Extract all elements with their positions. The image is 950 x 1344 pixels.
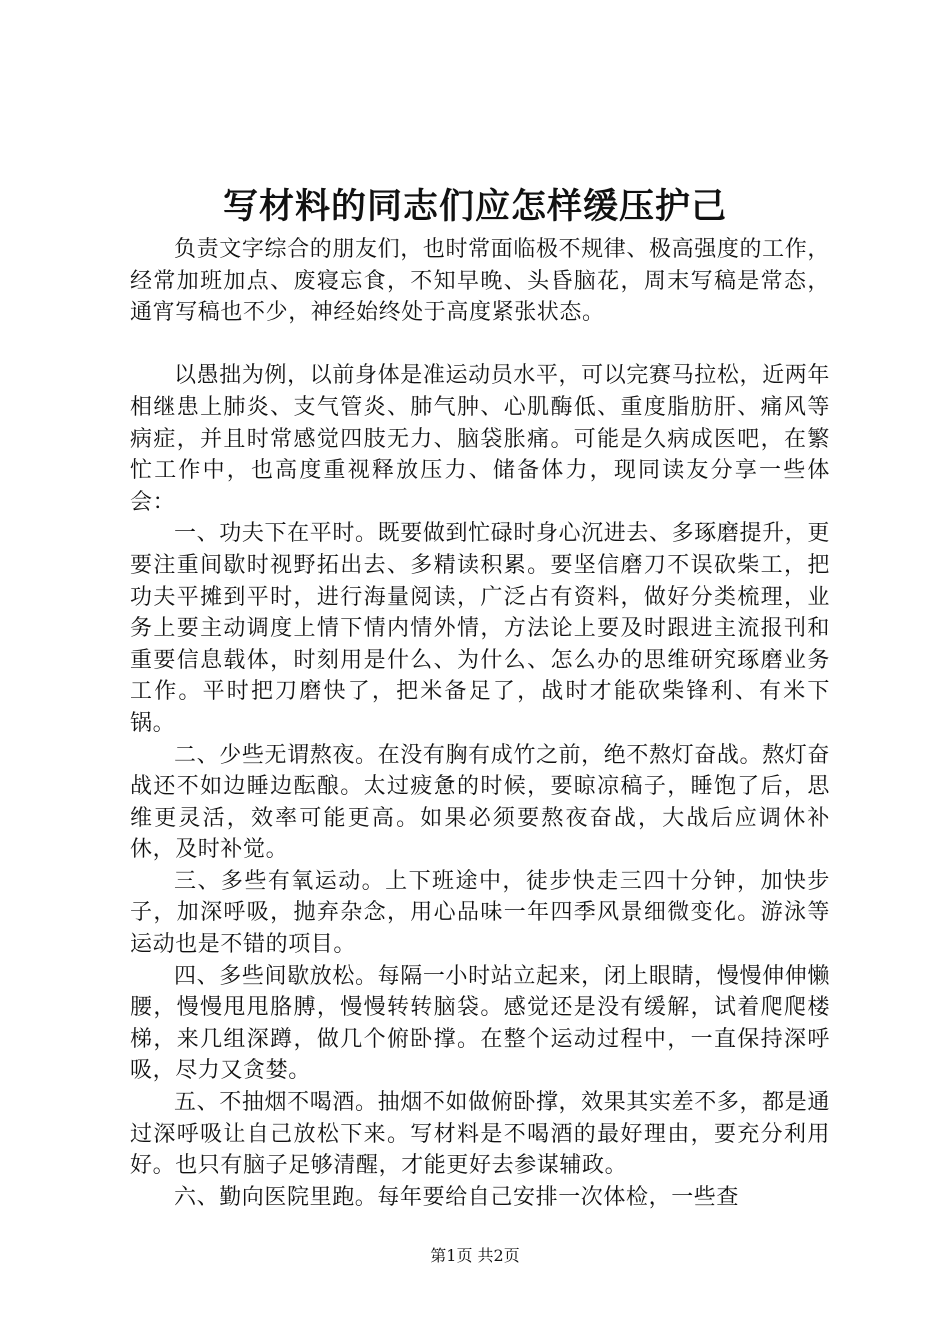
page-number-footer: 第1页 共2页 [430,1246,520,1265]
paragraph-example: 以愚拙为例，以前身体是准运动员水平，可以完赛马拉松，近两年相继患上肺炎、支气管炎、肺气肿、心肌酶低、重度脂肪肝、痛风等病症，并且时常感觉四肢无力、脑袋胀痛。可能是久病成医吧，在繁忙工作中，也高度重视释放压力、储备体力，现同读友分享一些体会： [130,363,830,515]
paragraph-point-4: 四、多些间歇放松。每隔一小时站立起来，闭上眼睛，慢慢伸伸懒腰，慢慢甩甩胳膊，慢慢转转脑袋。感觉还是没有缓解，试着爬爬楼梯，来几组深蹲，做几个俯卧撑。在整个运动过程中，一直保持深呼吸，尽力又贪婪。 [130,963,830,1084]
paragraph-point-6: 六、勤向医院里跑。每年要给自己安排一次体检，一些查 [174,1184,740,1210]
paragraph-point-2: 二、少些无谓熬夜。在没有胸有成竹之前，绝不熬灯奋战。熬灯奋战还不如边睡边酝酿。太过疲惫的时候，要晾凉稿子，睡饱了后，思维更灵活，效率可能更高。如果必须要熬夜奋战，大战后应调休补休，及时补觉。 [130,742,830,863]
page-title: 写材料的同志们应怎样缓压护己 [222,186,727,227]
paragraph-point-1: 一、功夫下在平时。既要做到忙碌时身心沉进去、多琢磨提升，更要注重间歇时视野拓出去、多精读积累。要坚信磨刀不误砍柴工，把功夫平摊到平时，进行海量阅读，广泛占有资料，做好分类梳理，业务上要主动调度上情下情内情外情，方法论上要及时跟进主流报刊和重要信息载体，时刻用是什么、为什么、怎么办的思维研究琢磨业务工作。平时把刀磨快了，把米备足了，战时才能砍柴锋利、有米下锅。 [130,521,830,736]
paragraph-point-5: 五、不抽烟不喝酒。抽烟不如做俯卧撑，效果其实差不多，都是通过深呼吸让自己放松下来。写材料是不喝酒的最好理由，要充分利用好。也只有脑子足够清醒，才能更好去参谋辅政。 [130,1090,830,1179]
paragraph-intro: 负责文字综合的朋友们，也时常面临极不规律、极高强度的工作，经常加班加点、废寝忘食，不知早晚、头昏脑花，周末写稿是常态，通宵写稿也不少，神经始终处于高度紧张状态。 [130,237,830,326]
paragraph-point-3: 三、多些有氧运动。上下班途中，徒步快走三四十分钟，加快步子，加深呼吸，抛弃杂念，用心品味一年四季风景细微变化。游泳等运动也是不错的项目。 [130,868,830,958]
article-body [130,234,830,1213]
